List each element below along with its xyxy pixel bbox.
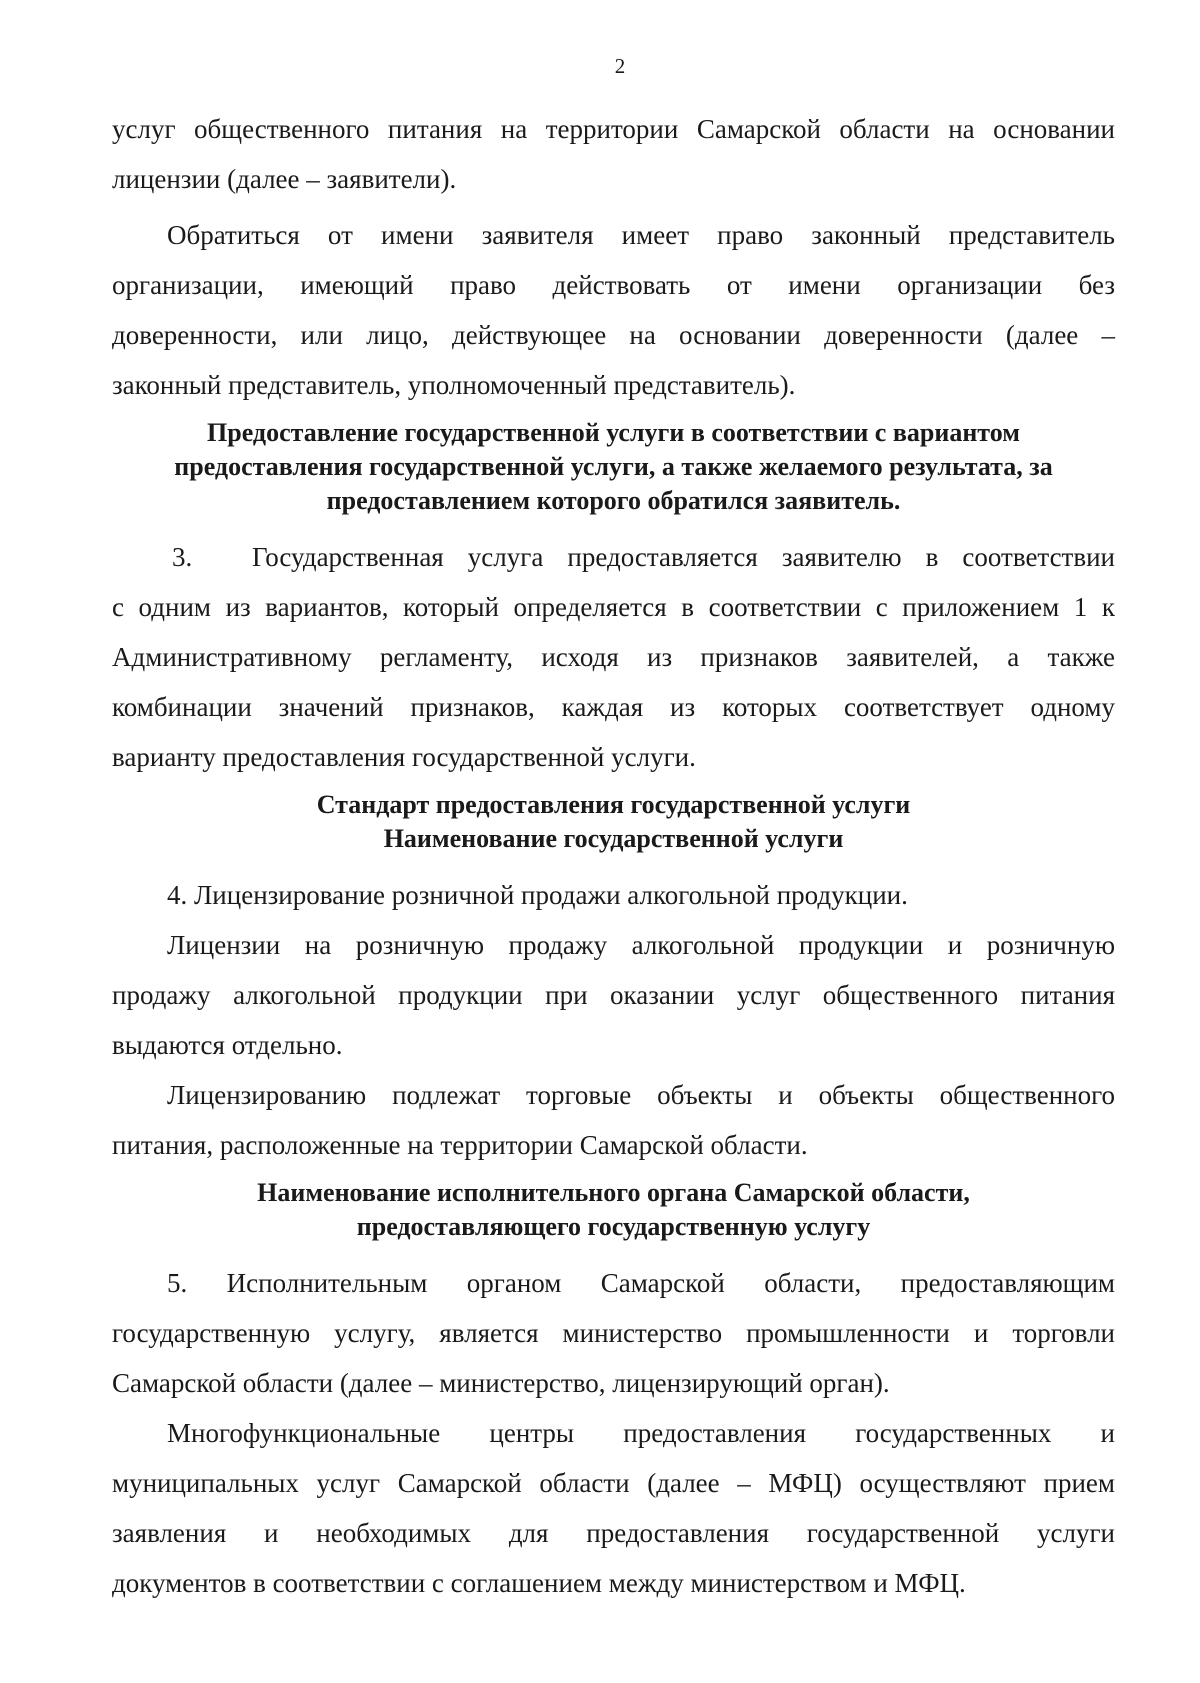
text-line: законный представитель, уполномоченный представитель).: [112, 370, 796, 400]
heading-line: предоставления государственной услуги, а также желаемого результата, за: [174, 452, 1053, 481]
section-heading-standard: [112, 788, 1115, 856]
text-line: варианту предоставления государственной услуги.: [112, 742, 696, 772]
text-line: [112, 532, 1115, 582]
paragraph-licenses-separate: [112, 920, 1115, 1070]
text-fragment: Государственная услуга предоставляется заявителю в соответствии: [252, 542, 1115, 572]
text-line: Административному регламенту, исходя из признаков заявителей, а также: [112, 642, 1115, 672]
heading-line: предоставляющего государственную услугу: [356, 1212, 871, 1241]
heading-line: Стандарт предоставления государственной услуги: [316, 790, 911, 819]
paragraph-mfc: [112, 1408, 1115, 1608]
text-line: Самарской области (далее – министерство, лицензирующий орган).: [112, 1368, 890, 1398]
heading-line: предоставлением которого обратился заявитель.: [326, 486, 901, 515]
page-number: 2: [614, 54, 626, 78]
paragraph-applicants-continued: [112, 104, 1115, 204]
text-line: Лицензии на розничную продажу алкогольной продукции и розничную: [167, 930, 1115, 960]
text-line: выдаются отдельно.: [112, 1030, 343, 1060]
paragraph-3: [112, 532, 1115, 782]
text-line: комбинации значений признаков, каждая из которых соответствует одному: [112, 692, 1115, 722]
text-line: услуг общественного питания на территории Самарской области на основании: [112, 114, 1115, 144]
text-line: организации, имеющий право действовать от имени организации без: [112, 270, 1115, 300]
paragraph-licensing-objects: [112, 1070, 1115, 1170]
text-line: муниципальных услуг Самарской области (далее – МФЦ) осуществляют прием: [112, 1468, 1115, 1498]
text-line: государственную услугу, является министерство промышленности и торговли: [112, 1318, 1115, 1348]
text-line: заявления и необходимых для предоставления государственной услуги: [112, 1518, 1115, 1548]
heading-line: Предоставление государственной услуги в соответствии с вариантом: [207, 418, 1020, 447]
text-line: Обратиться от имени заявителя имеет право законный представитель: [167, 220, 1115, 250]
text-line: Многофункциональные центры предоставления государственных и: [167, 1418, 1115, 1448]
text-line: Лицензированию подлежат торговые объекты и объекты общественного: [167, 1080, 1115, 1110]
paragraph-5: [112, 1258, 1115, 1408]
section-heading-variants: [112, 416, 1115, 518]
text-line: питания, расположенные на территории Самарской области.: [112, 1130, 808, 1160]
item-number: 3.: [172, 542, 193, 572]
document-body: [112, 104, 1115, 1608]
paragraph-representative: [112, 210, 1115, 410]
paragraph-4: [112, 870, 1115, 920]
text-line: доверенности, или лицо, действующее на основании доверенности (далее –: [112, 320, 1115, 350]
text-line: продажу алкогольной продукции при оказании услуг общественного питания: [112, 980, 1115, 1010]
text-line: документов в соответствии с соглашением между министерством и МФЦ.: [112, 1568, 966, 1598]
heading-line: Наименование государственной услуги: [383, 824, 844, 853]
text-line: 4. Лицензирование розничной продажи алкогольной продукции.: [167, 880, 908, 910]
section-heading-executive-body: [112, 1176, 1115, 1244]
text-line: лицензии (далее – заявители).: [112, 164, 457, 194]
text-line: с одним из вариантов, который определяется в соответствии с приложением 1 к: [112, 592, 1115, 622]
text-line: 5. Исполнительным органом Самарской области, предоставляющим: [167, 1268, 1115, 1298]
heading-line: Наименование исполнительного органа Самарской области,: [257, 1178, 970, 1207]
